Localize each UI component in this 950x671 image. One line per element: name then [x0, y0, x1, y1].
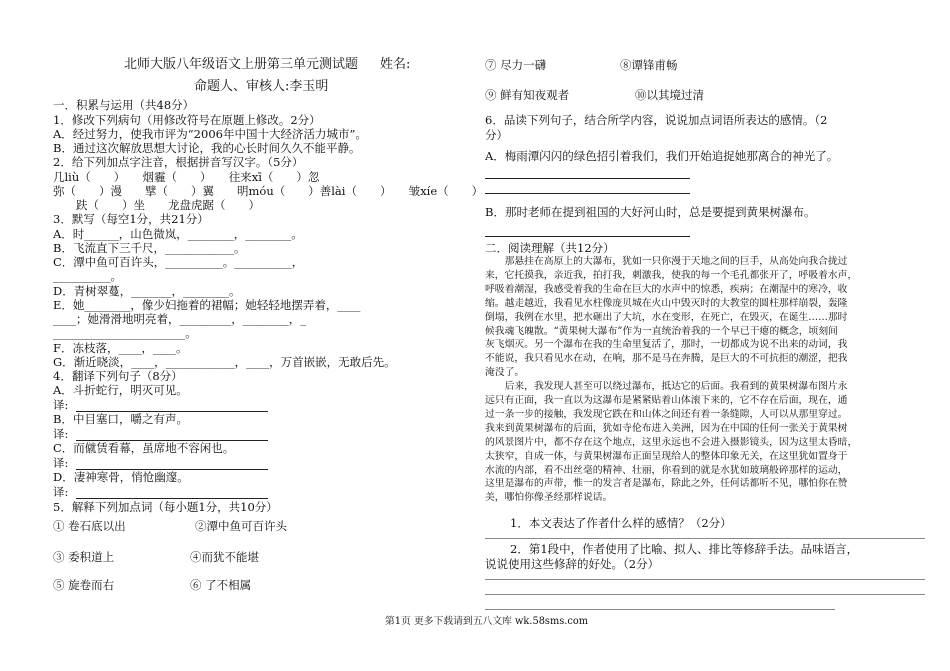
passage-line: 远只有正面，我一直以为这瀑布是紧紧贴着山体滚下来的，它不存在后面，现在，通	[485, 395, 848, 406]
answer-line[interactable]	[485, 594, 925, 595]
passage-line: 的风景图片中，都不存在这个地点，这里永远也不会进入摄影镜头，因为这里太昏暗，	[485, 436, 858, 448]
passage-line: 呼吸着潮湿，我感受着我的生命在巨大的水声中的惊悉，疾病；在潮湿中的寒冷，收	[485, 283, 848, 295]
passage-line: 缩。越走越近，我看见水柱像庞贝城在火山中毁灭时的大教堂的圆柱那样崩裂，轰隆	[485, 297, 848, 309]
q5-item-3: ③ 委积道上	[53, 550, 115, 564]
passage-line: 那悬挂在高原上的大瀑布，犹如一只你漫于天地之间的巨手，从高处向我合拢过	[485, 256, 848, 267]
name-label: 姓名:	[380, 57, 411, 72]
q3-a: A．时______，山色微岚，________，________。	[53, 227, 303, 241]
reading-q1: 1．本文表达了作者什么样的感情？（2分）	[510, 516, 732, 530]
passage-line: 候我魂飞魄散。“黄果树大瀑布”作为一直统治着我的一个早已干瘪的概念，顷刻间	[485, 325, 838, 337]
section-2-title: 二．阅读理解（共12分）	[485, 241, 615, 255]
q6-title: 6．品读下列句子，结合所学内容，说说加点词语所表达的感情。（2	[485, 113, 828, 127]
passage-line: 水流的内部，看不出丝毫的精神、壮丽，你看到的就是水犹如玻璃般碎那样的运动，	[485, 464, 848, 476]
q5-item-2: ②潭中鱼可百许头	[195, 519, 287, 533]
passage-line: 灰飞烟灭。另一个瀑布在我的生命里复活了，那时，一切都成为说不出来的动词，我	[485, 339, 848, 351]
q5-item-5: ⑤ 旋卷而右	[53, 578, 115, 592]
q5-title: 5．解释下列加点词（每小题1分，共10分）	[53, 500, 278, 514]
translate-label: 译:	[53, 427, 69, 441]
q5-item-1: ① 卷石底以出	[53, 519, 126, 533]
q5-item-7: ⑦ 尽力一礴	[485, 58, 547, 72]
q3-e-cont: ____；她滑滑地明亮着，_________，________，_	[53, 312, 306, 326]
q5-item-4: ④而犹不能堪	[190, 550, 259, 564]
q3-e-cont-2: _______________________。	[53, 326, 197, 340]
q4-title: 4．翻译下列句子（8分）	[53, 369, 183, 383]
q3-c: C．潭中鱼可百许头，__________。__________，	[53, 255, 304, 269]
passage-line: 过一条一步的接触，我发现它跌在和山体之间还有着一条缝隙，人可以从那里穿过。	[485, 408, 848, 420]
passage-line: 淹没了。	[485, 367, 525, 379]
translate-label: 译:	[53, 456, 69, 470]
q5-item-9: ⑨ 鲜有知夜观者	[485, 88, 570, 102]
q5-item-6: ⑥ 了不相属	[190, 578, 252, 592]
reading-q2: 2．第1段中，作者使用了比喻、拟人、排比等修辞手法。品味语言，	[510, 542, 859, 556]
q3-d: D．青树翠蔓，_______，________。	[53, 284, 241, 298]
q6-title-cont: 分）	[485, 128, 508, 142]
answer-line[interactable]	[485, 236, 690, 237]
passage-line: 后来，我发现人甚至可以绕过瀑布，抵达它的后面。我看到的黄果树瀑布图片永	[485, 381, 848, 393]
q3-b: B．飞流直下三千尺，____________。	[53, 241, 246, 255]
passage-line: 这里是瀑布的声带，惟一的发言者是瀑布，除此之外，任何话都听不见，哪怕你在赞	[485, 478, 848, 490]
q6-a: A．梅雨潭闪闪的绿色招引着我们，我们开始追捉她那离合的神光了。	[485, 149, 839, 163]
page-footer: 第1页 更多下载请到五八文库 wk.58sms.com	[385, 616, 589, 627]
q1-sentence-a: A．经过努力，使我市评为“2006年中国十大经济活力城市”。	[53, 127, 367, 141]
answer-line[interactable]	[76, 498, 268, 499]
passage-line: 美，哪怕你像圣经那样说话。	[485, 492, 613, 504]
q2-row-3: 趺（ ）坐 龙盘虎踞（ ）	[53, 198, 260, 212]
passage-line: 来，它托摸我，亲近我，拍打我，刺激我，使我的每一个毛孔都张开了，呼吸着水声，	[485, 269, 858, 281]
reading-q2-cont: 说说使用这些修辞的好处。（2分）	[485, 557, 660, 571]
q3-title: 3．默写（每空1分，共21分）	[53, 212, 209, 226]
answer-line[interactable]	[485, 193, 690, 194]
q4-a: A．斗折蛇行，明灭可见。	[53, 383, 188, 397]
translate-label: 译:	[53, 485, 69, 499]
q6-b: B．那时老师在提到祖国的大好河山时，总是要提到黄果树瀑布。	[485, 205, 816, 219]
q3-e: E．她________，像少妇拖着的裙幅；她轻轻地摆弄着，____	[53, 298, 361, 312]
q1-title: 1．修改下列病句（用修改符号在原题上修改。2分）	[53, 113, 321, 127]
q5-item-10: ⑩以其境过清	[635, 88, 704, 102]
answer-line[interactable]	[485, 609, 835, 610]
q2-row-1: 几liù（ ） 烟霾（ ） 往来xī（ ）忽	[53, 170, 320, 184]
answer-line[interactable]	[485, 538, 925, 539]
q2-title: 2．给下列加点字注音，根据拼音写汉字。（5分）	[53, 155, 304, 169]
passage-line: 太狭窄，自成一体，与黄果树瀑布正面呈现给人的整体印象无关，在这里犹如置身于	[485, 450, 848, 462]
q3-g: G．渐近晓淡，____，____________，____，万首嵌嵌，无敢后先。	[53, 355, 396, 369]
q3-f: F．冻枝落，____，____。	[53, 341, 188, 355]
answer-line[interactable]	[485, 178, 690, 179]
answer-line[interactable]	[485, 579, 925, 580]
q4-b: B．中目塞口，嚼之有声。	[53, 412, 188, 426]
passage-line: 不能说，我只看见水在动，在响，那不是马在奔腾，是巨大的不可抗拒的潮涩，把我	[485, 353, 848, 365]
q4-d: D．凄神寒骨，悄怆幽邃。	[53, 470, 189, 484]
q4-c: C．而僦赁看幕，虽席地不容闲也。	[53, 441, 235, 455]
passage-line: 我来到黄果树瀑布的后面，犹如寺伦布进入美洲，因为在中国的任何一张关于黄果树	[485, 422, 848, 434]
author-line: 命题人、审核人:李玉明	[194, 79, 329, 94]
translate-label: 译:	[53, 398, 69, 412]
page-title: 北师大版八年级语文上册第三单元测试题	[124, 57, 359, 72]
passage-line: 倒塌，我例在水里，把水砸出了大坑，水在变形，在死亡，在毁灭，在诞生……那时	[485, 311, 848, 323]
q2-row-2: 弥（ ）漫 擘（ ）翼 明móu（ ）善lài（ ） 皱xíe（ ）	[53, 184, 484, 198]
q1-sentence-b: B．通过这次解放思想大讨论，我的心长时间久久不能平静。	[53, 141, 361, 155]
section-1-title: 一．积累与运用（共48分）	[53, 98, 195, 112]
q3-c-cont: __________。	[53, 269, 122, 283]
q5-item-8: ⑧谭锋甫畅	[620, 58, 678, 72]
